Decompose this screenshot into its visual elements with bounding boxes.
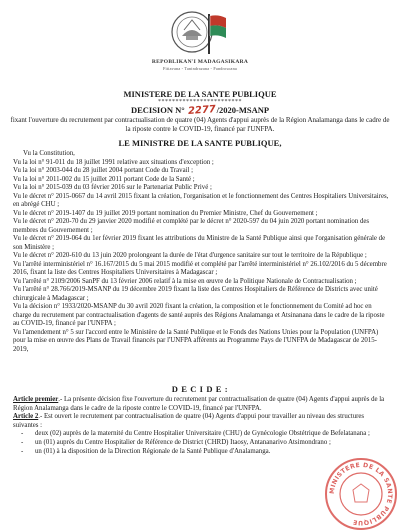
consideration-item: Vu le décret n° 2019-1407 du 19 juillet 2019 portant nomination du Premier Ministre, Chef du Gouvernement ; [13, 209, 318, 217]
article-1-text: .- La présente décision fixe l'ouverture du recrutement par contractualisation de quatre (04) Agents d'appui auprès de la Région Analamanga dans le cadre de la riposte contre le COVID-19, financé par l'UNFPA. [13, 396, 385, 412]
republic-name: REPOBLIKAN'I MADAGASIKARA [151, 59, 249, 65]
article-1 [13, 396, 391, 413]
official-stamp-icon [323, 456, 399, 532]
consideration-item: Vu la Constitution, [23, 150, 75, 157]
consideration-item: Vu le décret n° 2019-064 du 1er février 2019 fixant les attributions du Ministre de la Santé Publique ainsi que l'organisation générale de son Ministère ; [13, 235, 386, 251]
consideration-item: Vu l'arrêté interministériel n° 16.167/2015 du 5 mai 2015 modifié et complété par l'arrêté interministériel n° 26.102/2016 du 5 décembre 2016, fixant la liste des Centres Hospitaliers Universitaires à Madagascar ; [13, 260, 387, 276]
article-2-list [13, 430, 391, 456]
national-motto: Fitiavana - Tanindrazana - Fandrosoana [163, 66, 237, 71]
decide-heading: D E C I D E : [171, 384, 229, 394]
list-item: - un (01) à la disposition de la Direction Régionale de la Santé Publique d'Analamanga. [13, 448, 391, 457]
decision-suffix: /2020-MSANP [216, 105, 270, 115]
decision-prefix: DECISION N° [130, 105, 185, 115]
articles-section [13, 396, 391, 456]
article-1-label: Article premier [13, 396, 59, 403]
article-2-label: Article 2 [13, 413, 39, 421]
consideration-item: Vu la loi n° 2003-044 du 28 juillet 2004 portant Code du Travail ; [13, 167, 194, 174]
consideration-item: Vu le décret n° 2020-70 du 29 janvier 2020 modifié et complété par le décret n° 2020-597 du 04 juin 2020 portant nomination des membres du Gouvernement ; [13, 218, 370, 234]
consideration-item: Vu la loi n° 2015-039 du 03 février 2016 sur le Partenariat Public Privé ; [13, 184, 212, 191]
consideration-item: Vu l'arrêté n° 28.766/2019-MSANP du 19 décembre 2019 fixant la liste des Centres Hospitaliers de Référence de Districts avec unité chirurgicale à Madagascar ; [13, 286, 378, 302]
list-item: - deux (02) auprès de la maternité du Centre Hospitalier Universitaire (CHU) de Gynécologie Obstétrique de Befelatanana ; [13, 430, 391, 439]
separator-stars: ************************ [158, 99, 242, 105]
decision-subject: fixant l'ouverture du recrutement par contractualisation de quatre (04) Agents d'appui auprès de la Région Analamanga dans le cadre de la riposte contre le COVID-19, financé par l'UNFPA. [10, 116, 390, 133]
decision-title [0, 105, 400, 116]
stamp-text: MINISTERE DE LA SANTE PUBLIQUE [328, 461, 394, 527]
article-2-text: .- Est ouvert le recrutement par contractualisation de quatre (04) Agents d'appui pour travailler au niveau des structures suivantes : [13, 413, 365, 429]
consideration-item: Vu l'amendement n° 5 sur l'accord entre le Ministère de la Santé Publique et le Fonds des Nations Unies pour la Population (UNFPA) pour la mise en œuvre des Plans de Travail financés par l'UNFPA afférents au Programme Pays de l'UNFPA de Madagascar de 2015-2019, [13, 328, 379, 353]
article-2 [13, 413, 391, 430]
considerations-list [13, 150, 391, 354]
madagascar-emblem-icon [170, 6, 228, 58]
list-item: - un (01) auprès du Centre Hospitalier de Référence de District (CHRD) Itaosy, Antananarivo Atsimondrano ; [13, 439, 391, 448]
consideration-item: Vu la décision n° 1933/2020-MSANP du 30 avril 2020 fixant la création, la composition et le fonctionnement du Comité ad hoc en charge du recrutement par contractualisation d'agents de santé auprès des Régions Analamanga et Atsinanana dans le cadre de la riposte au COVID-19, financé par l'UNFPA ; [13, 303, 385, 327]
decision-number: 2277 [187, 104, 216, 117]
consideration-item: Vu la loi n° 2011-002 du 15 juillet 2011 portant Code de la Santé ; [13, 175, 195, 183]
ministry-heading: MINISTERE DE LA SANTE PUBLIQUE [123, 89, 277, 99]
consideration-item: Vu le décret n° 2015-0667 du 14 avril 2015 fixant la création, l'organisation et le fonctionnement des Centres Hospitaliers Universitaires, en abrégé CHU ; [13, 192, 389, 208]
consideration-item: Vu l'arrêté n° 2109/2006 SanPF du 13 février 2006 relatif à la mise en œuvre de la Politique Nationale de Contractualisation ; [13, 277, 357, 285]
consideration-item: Vu le décret n° 2020-610 du 13 juin 2020 prolongeant la durée de l'état d'urgence sanitaire sur tout le territoire de la République ; [13, 252, 367, 259]
svg-text:MINISTERE DE LA SANTE PUBLIQUE [329, 462, 393, 526]
consideration-item: Vu la loi n° 91-011 du 18 juillet 1991 relative aux situations d'exception ; [13, 158, 214, 166]
minister-heading: LE MINISTRE DE LA SANTE PUBLIQUE, [118, 138, 282, 148]
